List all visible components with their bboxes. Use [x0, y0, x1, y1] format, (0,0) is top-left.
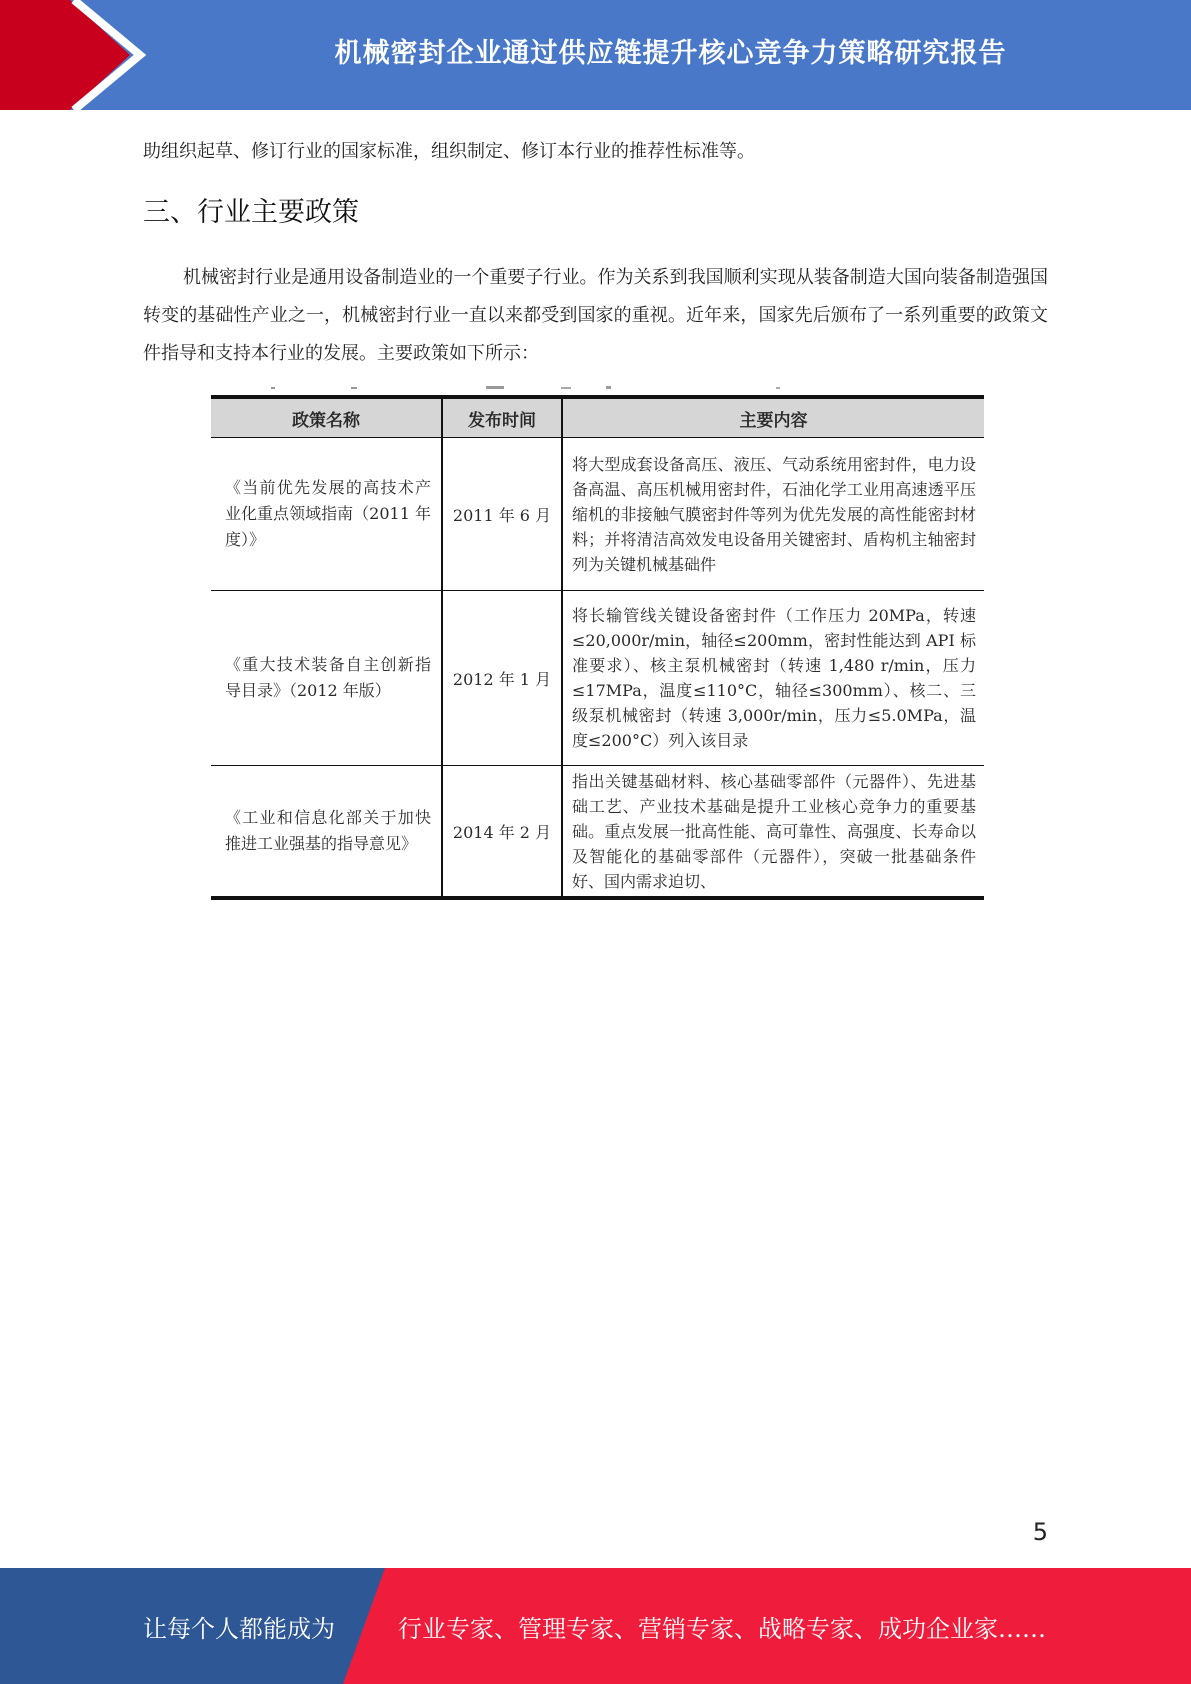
footer-slogan-left: 让每个人都能成为: [143, 1614, 335, 1643]
header-red-chevron: [0, 0, 130, 110]
policy-content-cell: 指出关键基础材料、核心基础零部件（元器件）、先进基础工艺、产业技术基础是提升工业核心竞争力的重要基础。重点发展一批高性能、高可靠性、高强度、长寿命以及智能化的基础零部件（元器件），突破一批基础条件好、国内需求迫切、: [562, 766, 984, 899]
scan-residue-marks: [271, 384, 791, 392]
continuation-text: 助组织起草、修订行业的国家标准，组织制定、修订本行业的推荐性标准等。: [143, 141, 755, 162]
page-number: 5: [1032, 1518, 1048, 1546]
header-policy-name: 政策名称: [211, 397, 442, 438]
policy-content-cell: 将长输管线关键设备密封件（工作压力 20MPa，转速≤20,000r/min，轴径≤200mm，密封性能达到 API 标准要求）、核主泵机械密封（转速 1,480 r/min，压力≤17MPa，温度≤110°C，轴径≤300mm）、核二、三级泵机械密封（转速 3,000r/min，压力≤5.0MPa，温度≤200°C）列入该目录: [562, 591, 984, 766]
page-footer: [0, 1568, 1191, 1684]
policy-date-cell: 2011 年 6 月: [442, 438, 562, 591]
table-row: [211, 438, 984, 591]
policy-name-cell: 《重大技术装备自主创新指导目录》（2012 年版）: [211, 591, 442, 766]
footer-slogan-right: 行业专家、管理专家、营销专家、战略专家、成功企业家……: [398, 1614, 1046, 1643]
report-title: 机械密封企业通过供应链提升核心竞争力策略研究报告: [334, 37, 1007, 69]
policy-date-cell: 2014 年 2 月: [442, 766, 562, 899]
intro-paragraph: 机械密封行业是通用设备制造业的一个重要子行业。作为关系到我国顺利实现从装备制造大国向装备制造强国转变的基础性产业之一，机械密封行业一直以来都受到国家的重视。近年来，国家先后颁布了一系列重要的政策文件指导和支持本行业的发展。主要政策如下所示：: [143, 267, 1048, 364]
table-header-row: [211, 397, 984, 438]
table-row: [211, 766, 984, 899]
policy-name-cell: 《当前优先发展的高技术产业化重点领域指南（2011 年度）》: [211, 438, 442, 591]
policy-table-figure: [211, 395, 984, 900]
section-heading: 三、行业主要政策: [143, 197, 359, 228]
page-header: [0, 0, 1191, 110]
header-main-content: 主要内容: [562, 397, 984, 438]
policy-name-cell: 《工业和信息化部关于加快推进工业强基的指导意见》: [211, 766, 442, 899]
table-row: [211, 591, 984, 766]
policy-content-cell: 将大型成套设备高压、液压、气动系统用密封件，电力设备高温、高压机械用密封件，石油化学工业用高速透平压缩机的非接触气膜密封件等列为优先发展的高性能密封材料；并将清洁高效发电设备用关键密封、盾构机主轴密封列为关键机械基础件: [562, 438, 984, 591]
policy-table: [211, 395, 984, 900]
header-release-date: 发布时间: [442, 397, 562, 438]
policy-date-cell: 2012 年 1 月: [442, 591, 562, 766]
header-arrow-mark: [0, 0, 160, 110]
